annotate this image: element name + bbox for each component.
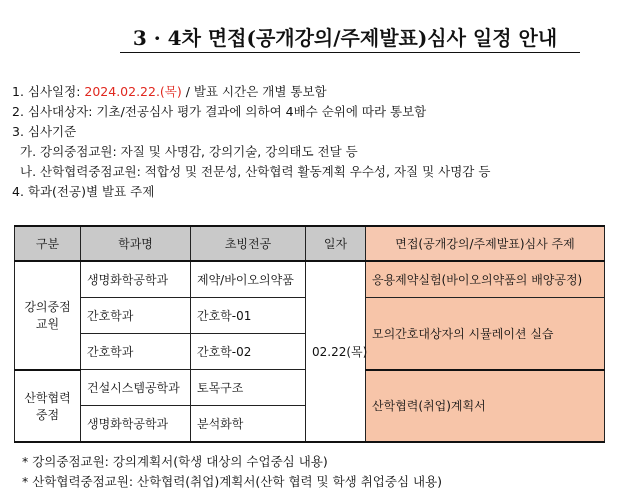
major-cell: 분석화학 xyxy=(191,406,306,443)
footnote-industry: * 산학협력중점교원: 산학협력(취업)계획서(산학 협력 및 학생 취업중심 내용) xyxy=(22,474,443,489)
dept-cell: 간호학과 xyxy=(81,298,191,334)
page-title: 3 · 4차 면접(공개강의/주제발표)심사 일정 안내 xyxy=(132,26,558,50)
date-cell: 02.22(목) xyxy=(306,261,366,442)
header-category: 구분 xyxy=(15,226,81,261)
major-cell: 간호학-02 xyxy=(191,334,306,370)
header-dept: 학과명 xyxy=(81,226,191,261)
schedule-table xyxy=(14,225,605,443)
major-cell: 제약/바이오의약품 xyxy=(191,261,306,298)
info-criteria-a: 가. 강의중점교원: 자질 및 사명감, 강의기술, 강의태도 전달 등 xyxy=(20,144,358,159)
group-industry: 산학협력 중점 xyxy=(15,370,81,443)
dept-cell: 생명화학공학과 xyxy=(81,261,191,298)
topic-cell: 응용제약실험(바이오의약품의 배양공정) xyxy=(366,261,605,298)
major-cell: 간호학-01 xyxy=(191,298,306,334)
footnote-lecture: * 강의중점교원: 강의계획서(학생 대상의 수업중심 내용) xyxy=(22,454,328,469)
info-topics-line: 4. 학과(전공)별 발표 주제 xyxy=(12,184,155,199)
info-schedule-line xyxy=(12,82,490,102)
dept-cell: 생명화학공학과 xyxy=(81,406,191,443)
schedule-date: 2024.02.22.(목) xyxy=(84,84,182,99)
header-major: 초빙전공 xyxy=(191,226,306,261)
topic-cell: 모의간호대상자의 시뮬레이션 실습 xyxy=(366,298,605,370)
table-row xyxy=(15,261,605,298)
title-underline xyxy=(120,52,580,53)
topic-cell: 산학협력(취업)계획서 xyxy=(366,370,605,443)
footnotes xyxy=(22,452,442,492)
dept-cell: 건설시스템공학과 xyxy=(81,370,191,406)
table-header-row xyxy=(15,226,605,261)
info-section xyxy=(12,82,490,202)
info-criteria-b: 나. 산학협력중점교원: 적합성 및 전문성, 산학협력 활동계획 우수성, 자질 및 사명감 등 xyxy=(20,164,491,179)
major-cell: 토목구조 xyxy=(191,370,306,406)
dept-cell: 간호학과 xyxy=(81,334,191,370)
group-lecture: 강의중점 교원 xyxy=(15,261,81,370)
header-topic: 면접(공개강의/주제발표)심사 주제 xyxy=(366,226,605,261)
header-date: 일자 xyxy=(306,226,366,261)
info-target-line: 2. 심사대상자: 기초/전공심사 평가 결과에 의하여 4배수 순위에 따라 통보함 xyxy=(12,104,427,119)
info-criteria-line: 3. 심사기준 xyxy=(12,124,77,139)
schedule-suffix: / 발표 시간은 개별 통보함 xyxy=(181,84,327,99)
schedule-prefix: 1. 심사일정: xyxy=(12,84,85,99)
